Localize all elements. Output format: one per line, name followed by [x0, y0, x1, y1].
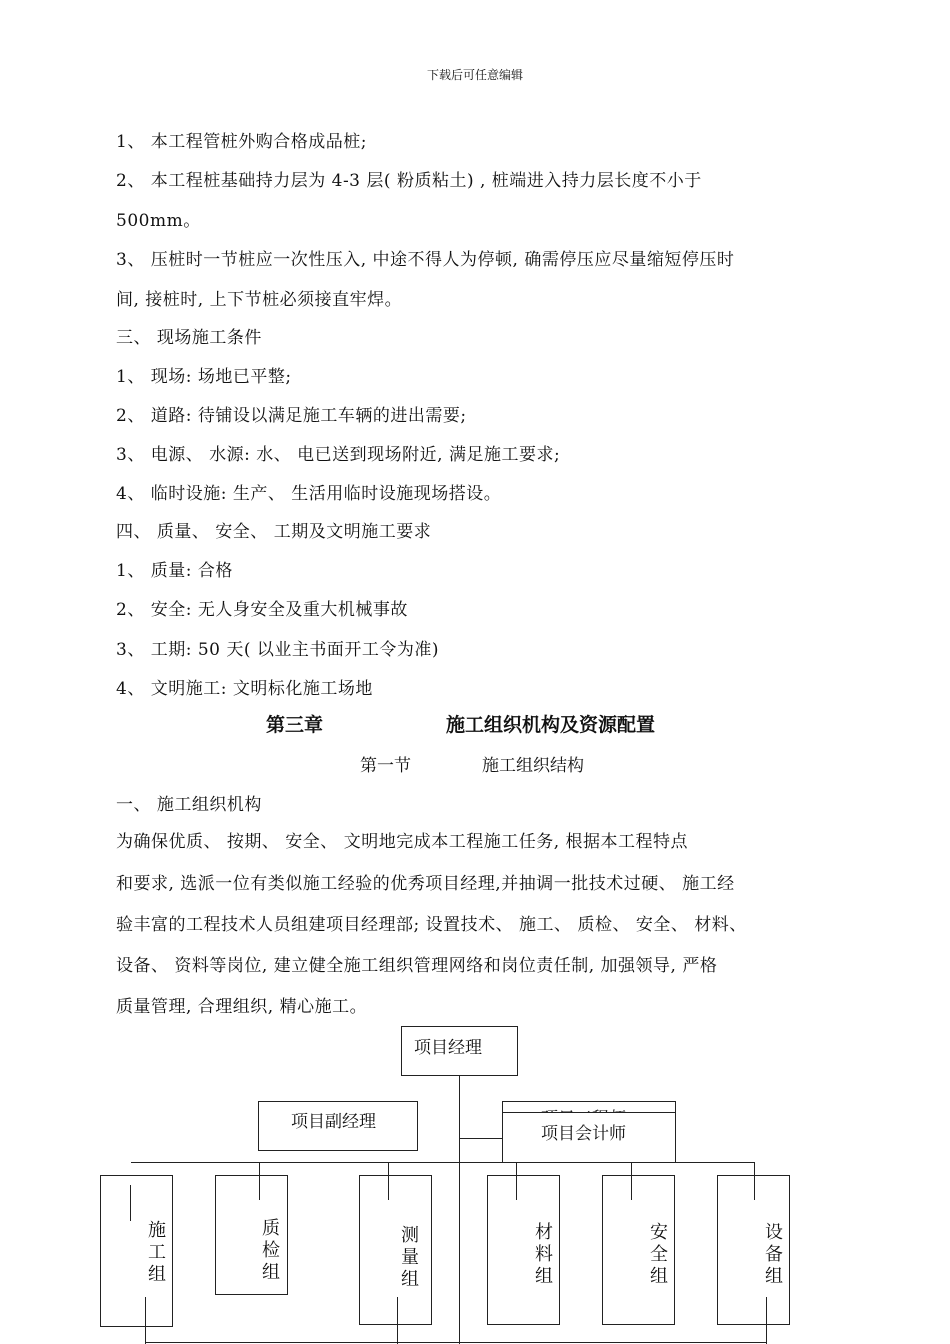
- body-line: 3、 压桩时一节桩应一次性压入, 中途不得人为停顿, 确需停压应尽量缩短停压时: [116, 250, 735, 270]
- deputy-manager-label: 项目副经理: [291, 1112, 376, 1132]
- body-line: 3、 工期: 50 天( 以业主书面开工令为准): [116, 640, 440, 660]
- section-number: 第一节: [360, 756, 411, 776]
- group-label: 材料组: [535, 1222, 553, 1287]
- group-drop-line: [397, 1297, 398, 1344]
- group-drop-line: [388, 1162, 389, 1200]
- group-label: 测量组: [401, 1225, 419, 1290]
- chapter-title: 施工组织机构及资源配置: [446, 714, 656, 736]
- section-heading: 三、 现场施工条件: [116, 328, 262, 348]
- paragraph-line: 为确保优质、 按期、 安全、 文明地完成本工程施工任务, 根据本工程特点: [116, 832, 689, 852]
- chapter-number: 第三章: [266, 714, 324, 736]
- branch-line: [459, 1138, 503, 1139]
- group-label: 安全组: [650, 1222, 668, 1287]
- body-line: 4、 文明施工: 文明标化施工场地: [116, 679, 373, 699]
- body-line: 500mm。: [116, 211, 201, 231]
- body-line: 2、 安全: 无人身安全及重大机械事故: [116, 600, 408, 620]
- group-drop-line: [631, 1162, 632, 1200]
- group-drop-line: [259, 1162, 260, 1200]
- body-line: 4、 临时设施: 生产、 生活用临时设施现场搭设。: [116, 484, 502, 504]
- paragraph-line: 验丰富的工程技术人员组建项目经理部; 设置技术、 施工、 质检、 安全、 材料、: [116, 915, 747, 935]
- trunk-line: [459, 1075, 460, 1344]
- group-drop-line: [766, 1297, 767, 1344]
- group-inner-line: [130, 1185, 131, 1221]
- subsection-heading: 一、 施工组织机构: [116, 795, 262, 815]
- body-line: 2、 道路: 待铺设以满足施工车辆的进出需要;: [116, 406, 467, 426]
- paragraph-line: 质量管理, 合理组织, 精心施工。: [116, 997, 368, 1017]
- group-drop-line: [516, 1162, 517, 1200]
- accountant-label: 项目会计师: [541, 1124, 626, 1144]
- section-heading: 四、 质量、 安全、 工期及文明施工要求: [116, 522, 432, 542]
- group-drop-line: [145, 1297, 146, 1344]
- body-line: 3、 电源、 水源: 水、 电已送到现场附近, 满足施工要求;: [116, 445, 561, 465]
- group-drop-line: [754, 1162, 755, 1200]
- section-title: 施工组织结构: [482, 756, 584, 776]
- paragraph-line: 和要求, 选派一位有类似施工经验的优秀项目经理,并抽调一批技术过硬、 施工经: [116, 874, 735, 894]
- project-manager-label: 项目经理: [414, 1038, 482, 1058]
- body-line: 1、 现场: 场地已平整;: [116, 367, 292, 387]
- group-box-survey: [359, 1175, 432, 1325]
- group-label: 施工组: [148, 1220, 166, 1285]
- group-label: 设备组: [765, 1222, 783, 1287]
- page-header: 下载后可任意编辑: [426, 68, 523, 82]
- body-line: 1、 质量: 合格: [116, 561, 233, 581]
- body-line: 1、 本工程管桩外购合格成品桩;: [116, 132, 367, 152]
- paragraph-line: 设备、 资料等岗位, 建立健全施工组织管理网络和岗位责任制, 加强领导, 严格: [116, 956, 718, 976]
- body-line: 间, 接桩时, 上下节桩必须接直牢焊。: [116, 290, 403, 310]
- body-line: 2、 本工程桩基础持力层为 4-3 层( 粉质粘土) , 桩端进入持力层长度不小于: [116, 171, 702, 191]
- bottom-bus-line: [145, 1342, 766, 1343]
- group-label: 质检组: [262, 1218, 280, 1283]
